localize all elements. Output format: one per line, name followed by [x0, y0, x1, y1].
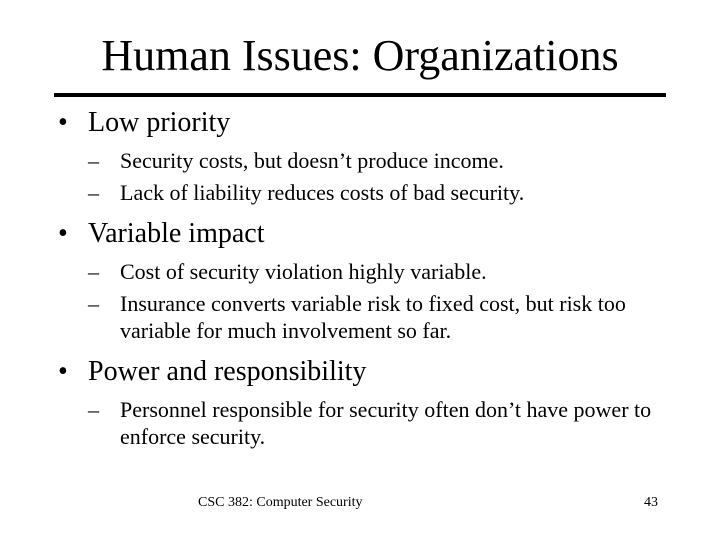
page-number: 43	[644, 495, 658, 510]
bullet-text: Low priority	[88, 107, 231, 138]
dash-icon: –	[88, 291, 99, 316]
bullet-icon: •	[58, 218, 68, 249]
sub-item	[88, 396, 698, 450]
sub-list	[88, 258, 698, 344]
slide-title: Human Issues: Organizations	[101, 31, 619, 80]
sub-text: Cost of security violation highly variable.	[120, 259, 487, 284]
title-rule	[54, 93, 666, 97]
sub-text: Insurance converts variable risk to fixed cost, but risk too variable for much involvement so far.	[120, 291, 626, 343]
bullet-text: Variable impact	[88, 218, 265, 249]
bullet-item	[58, 354, 698, 450]
bullet-text: Power and responsibility	[88, 356, 367, 387]
bullet-list	[58, 105, 698, 455]
sub-item	[88, 258, 698, 285]
slide-footer: CSC 382: Computer Security	[198, 495, 363, 510]
sub-item	[88, 290, 698, 344]
bullet-item	[58, 105, 698, 206]
bullet-item	[58, 216, 698, 344]
sub-item	[88, 179, 698, 206]
dash-icon: –	[88, 259, 99, 284]
sub-list	[88, 147, 698, 206]
sub-list	[88, 396, 698, 450]
sub-item	[88, 147, 698, 174]
sub-text: Security costs, but doesn’t produce income.	[120, 148, 504, 173]
sub-text: Personnel responsible for security often don’t have power to enforce security.	[120, 397, 652, 449]
dash-icon: –	[88, 148, 99, 173]
dash-icon: –	[88, 397, 99, 422]
bullet-icon: •	[58, 107, 68, 138]
sub-text: Lack of liability reduces costs of bad security.	[120, 180, 525, 205]
bullet-icon: •	[58, 356, 68, 387]
dash-icon: –	[88, 180, 99, 205]
